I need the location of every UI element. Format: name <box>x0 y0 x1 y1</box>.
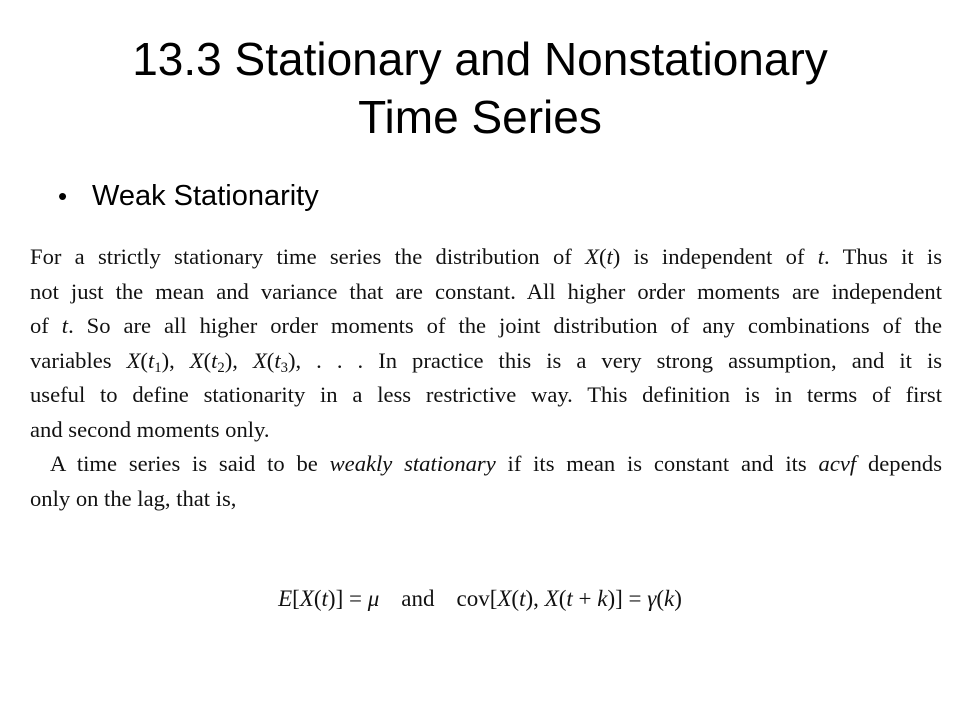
text: ( <box>203 347 212 373</box>
text: ( <box>598 244 607 269</box>
text: ( <box>558 586 567 611</box>
text: ( <box>511 586 520 611</box>
subscript: 1 <box>154 359 162 376</box>
math-var: k <box>597 586 608 611</box>
subscript: 3 <box>280 359 288 376</box>
emphasis-term: weakly stationary <box>329 451 496 476</box>
text: ), <box>161 347 190 373</box>
slide-title <box>40 30 920 146</box>
math-var: t <box>147 347 155 373</box>
text: In practice this is a very strong assumption, and it is <box>378 347 942 373</box>
text: ( <box>656 586 665 611</box>
emphasis-term: acvf <box>818 451 857 476</box>
excerpt-line-1 <box>30 240 942 275</box>
text: ( <box>313 586 322 611</box>
text: ), <box>525 586 545 611</box>
bullet-text: Weak Stationarity <box>92 180 319 212</box>
text: ( <box>266 347 275 373</box>
excerpt-line-8: only on the lag, that is, <box>30 485 237 511</box>
math-var: t <box>321 586 328 611</box>
text: depends <box>856 451 942 476</box>
subscript: 2 <box>217 359 225 376</box>
math-var: E <box>278 586 293 611</box>
math-symbol-gamma: γ <box>647 586 657 611</box>
excerpt-line-3 <box>30 309 942 344</box>
bullet-item <box>58 176 319 216</box>
math-symbol-mu: μ <box>367 586 380 611</box>
math-var: t <box>519 586 526 611</box>
text: [ <box>292 586 300 611</box>
text: . So are all higher order moments of the joint distribution of any combinations of the <box>68 313 942 338</box>
math-var: X <box>585 244 599 269</box>
text: ), <box>224 347 253 373</box>
math-var: X <box>544 586 559 611</box>
math-var: X <box>252 347 267 373</box>
text: + <box>572 586 598 611</box>
math-var: t <box>211 347 218 373</box>
math-var: t <box>274 347 281 373</box>
math-var: t <box>606 244 613 269</box>
math-var: X <box>189 347 204 373</box>
textbook-excerpt <box>30 240 942 516</box>
math-var: X <box>299 586 314 611</box>
text: )] = <box>327 586 368 611</box>
text: variables <box>30 347 127 373</box>
bullet-marker: • <box>58 181 68 211</box>
text: )] = <box>607 586 648 611</box>
weak-stationarity-equation <box>0 582 960 616</box>
text: if its mean is constant and its <box>495 451 819 476</box>
slide-title-line-2: Time Series <box>358 91 602 143</box>
excerpt-line-5: useful to define stationarity in a less restrictive way. This definition is in terms of first <box>30 382 942 407</box>
text: of <box>30 313 62 338</box>
math-var: X <box>126 347 141 373</box>
text: and <box>401 586 435 611</box>
excerpt-line-2: not just the mean and variance that are constant. All higher order moments are independent <box>30 278 942 304</box>
text: For a strictly stationary time series the distribution of <box>30 244 586 269</box>
text: cov[ <box>456 586 498 611</box>
excerpt-line-4 <box>30 344 942 379</box>
text: . Thus it is <box>824 244 942 269</box>
math-var: t <box>817 244 825 269</box>
excerpt-line-7 <box>30 447 942 482</box>
excerpt-line-6: and second moments only. <box>30 416 270 442</box>
math-var: k <box>664 586 675 611</box>
math-var: t <box>61 313 69 338</box>
math-var: t <box>566 586 573 611</box>
slide-title-line-1: 13.3 Stationary and Nonstationary <box>132 33 828 85</box>
math-var: X <box>497 586 512 611</box>
text: ) <box>674 586 682 611</box>
text: A time series is said to be <box>50 451 330 476</box>
text: ) is independent of <box>612 244 818 269</box>
text: ( <box>140 347 148 373</box>
text: ), . . . <box>287 347 379 373</box>
